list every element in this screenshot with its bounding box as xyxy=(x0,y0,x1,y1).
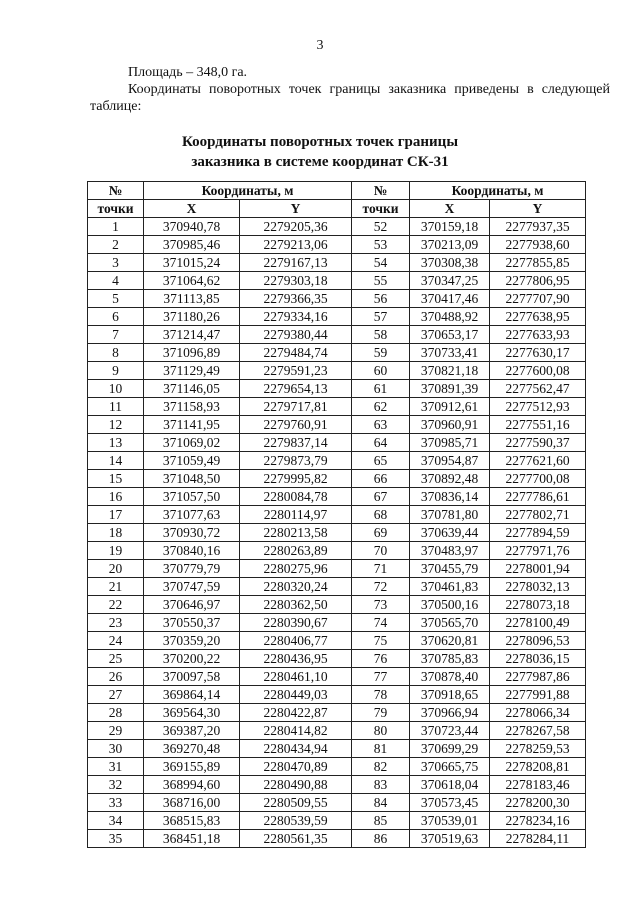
cell-y-right: 2278036,15 xyxy=(490,650,586,668)
header-row-2 xyxy=(88,200,586,218)
cell-y-right: 2278032,13 xyxy=(490,578,586,596)
cell-x-left: 370779,79 xyxy=(144,560,240,578)
cell-y-right: 2278267,58 xyxy=(490,722,586,740)
cell-point-no-left: 35 xyxy=(88,830,144,848)
cell-x-right: 370892,48 xyxy=(410,470,490,488)
table-row xyxy=(88,218,586,236)
cell-point-no-left: 27 xyxy=(88,686,144,704)
cell-x-left: 370550,37 xyxy=(144,614,240,632)
cell-x-left: 370200,22 xyxy=(144,650,240,668)
table-row xyxy=(88,722,586,740)
cell-point-no-right: 67 xyxy=(352,488,410,506)
cell-point-no-right: 55 xyxy=(352,272,410,290)
cell-y-right: 2278100,49 xyxy=(490,614,586,632)
cell-y-right: 2277600,08 xyxy=(490,362,586,380)
cell-point-no-left: 9 xyxy=(88,362,144,380)
cell-y-left: 2279205,36 xyxy=(240,218,352,236)
cell-x-right: 370960,91 xyxy=(410,416,490,434)
cell-point-no-left: 23 xyxy=(88,614,144,632)
table-row xyxy=(88,650,586,668)
cell-y-right: 2277894,59 xyxy=(490,524,586,542)
cell-point-no-right: 85 xyxy=(352,812,410,830)
cell-x-left: 368451,18 xyxy=(144,830,240,848)
cell-y-right: 2277806,95 xyxy=(490,272,586,290)
cell-point-no-right: 56 xyxy=(352,290,410,308)
cell-y-left: 2280263,89 xyxy=(240,542,352,560)
cell-y-right: 2277590,37 xyxy=(490,434,586,452)
cell-y-left: 2279591,23 xyxy=(240,362,352,380)
cell-x-right: 370821,18 xyxy=(410,362,490,380)
cell-x-left: 371113,85 xyxy=(144,290,240,308)
cell-point-no-left: 8 xyxy=(88,344,144,362)
cell-point-no-right: 68 xyxy=(352,506,410,524)
cell-point-no-left: 34 xyxy=(88,812,144,830)
cell-point-no-right: 83 xyxy=(352,776,410,794)
cell-x-right: 370347,25 xyxy=(410,272,490,290)
cell-x-right: 370565,70 xyxy=(410,614,490,632)
cell-point-no-right: 64 xyxy=(352,434,410,452)
header-points-left: точки xyxy=(88,200,144,218)
table-row xyxy=(88,686,586,704)
cell-point-no-left: 18 xyxy=(88,524,144,542)
table-row xyxy=(88,416,586,434)
table-row xyxy=(88,812,586,830)
table-row xyxy=(88,758,586,776)
cell-point-no-left: 17 xyxy=(88,506,144,524)
coordinates-table xyxy=(87,181,586,848)
cell-y-right: 2278234,16 xyxy=(490,812,586,830)
cell-point-no-left: 24 xyxy=(88,632,144,650)
cell-y-left: 2280449,03 xyxy=(240,686,352,704)
cell-x-left: 371214,47 xyxy=(144,326,240,344)
cell-x-right: 370618,04 xyxy=(410,776,490,794)
table-row xyxy=(88,704,586,722)
table-row xyxy=(88,776,586,794)
cell-y-right: 2277512,93 xyxy=(490,398,586,416)
table-title-line-2: заказника в системе координат СК-31 xyxy=(191,154,449,170)
cell-point-no-right: 63 xyxy=(352,416,410,434)
header-coords-right: Координаты, м xyxy=(410,182,586,200)
table-body xyxy=(88,218,586,848)
cell-point-no-right: 53 xyxy=(352,236,410,254)
cell-point-no-right: 72 xyxy=(352,578,410,596)
cell-x-right: 370781,80 xyxy=(410,506,490,524)
table-row xyxy=(88,434,586,452)
cell-x-left: 371015,24 xyxy=(144,254,240,272)
cell-point-no-left: 15 xyxy=(88,470,144,488)
cell-x-right: 370213,09 xyxy=(410,236,490,254)
cell-y-right: 2278183,46 xyxy=(490,776,586,794)
cell-point-no-left: 28 xyxy=(88,704,144,722)
cell-point-no-right: 61 xyxy=(352,380,410,398)
cell-point-no-right: 81 xyxy=(352,740,410,758)
cell-point-no-left: 31 xyxy=(88,758,144,776)
table-row xyxy=(88,542,586,560)
cell-x-right: 370954,87 xyxy=(410,452,490,470)
cell-point-no-right: 60 xyxy=(352,362,410,380)
cell-x-right: 370488,92 xyxy=(410,308,490,326)
table-row xyxy=(88,614,586,632)
cell-x-right: 370500,16 xyxy=(410,596,490,614)
cell-point-no-left: 6 xyxy=(88,308,144,326)
cell-x-left: 368994,60 xyxy=(144,776,240,794)
cell-x-left: 370747,59 xyxy=(144,578,240,596)
cell-point-no-right: 70 xyxy=(352,542,410,560)
cell-x-left: 370097,58 xyxy=(144,668,240,686)
cell-point-no-right: 75 xyxy=(352,632,410,650)
cell-y-left: 2280275,96 xyxy=(240,560,352,578)
cell-point-no-right: 57 xyxy=(352,308,410,326)
cell-point-no-left: 19 xyxy=(88,542,144,560)
cell-x-left: 371146,05 xyxy=(144,380,240,398)
cell-point-no-right: 71 xyxy=(352,560,410,578)
cell-x-right: 370912,61 xyxy=(410,398,490,416)
cell-y-right: 2277937,35 xyxy=(490,218,586,236)
cell-y-right: 2278001,94 xyxy=(490,560,586,578)
cell-y-right: 2278200,30 xyxy=(490,794,586,812)
cell-y-left: 2280362,50 xyxy=(240,596,352,614)
cell-x-right: 370653,17 xyxy=(410,326,490,344)
cell-y-right: 2277987,86 xyxy=(490,668,586,686)
cell-y-right: 2278284,11 xyxy=(490,830,586,848)
cell-y-right: 2278073,18 xyxy=(490,596,586,614)
header-x-right: X xyxy=(410,200,490,218)
header-y-right: Y xyxy=(490,200,586,218)
cell-y-left: 2279654,13 xyxy=(240,380,352,398)
cell-point-no-left: 3 xyxy=(88,254,144,272)
cell-x-right: 370620,81 xyxy=(410,632,490,650)
cell-x-right: 370723,44 xyxy=(410,722,490,740)
cell-x-right: 370519,63 xyxy=(410,830,490,848)
cell-point-no-right: 74 xyxy=(352,614,410,632)
cell-x-right: 370699,29 xyxy=(410,740,490,758)
table-row xyxy=(88,326,586,344)
header-y-left: Y xyxy=(240,200,352,218)
cell-point-no-left: 4 xyxy=(88,272,144,290)
table-row xyxy=(88,488,586,506)
cell-point-no-left: 32 xyxy=(88,776,144,794)
table-row xyxy=(88,506,586,524)
cell-x-right: 370461,83 xyxy=(410,578,490,596)
cell-x-left: 371129,49 xyxy=(144,362,240,380)
cell-y-left: 2279760,91 xyxy=(240,416,352,434)
cell-y-right: 2277638,95 xyxy=(490,308,586,326)
cell-y-left: 2279213,06 xyxy=(240,236,352,254)
cell-x-right: 370455,79 xyxy=(410,560,490,578)
cell-y-left: 2280114,97 xyxy=(240,506,352,524)
cell-x-right: 370966,94 xyxy=(410,704,490,722)
cell-x-left: 371096,89 xyxy=(144,344,240,362)
cell-x-left: 371180,26 xyxy=(144,308,240,326)
cell-point-no-right: 73 xyxy=(352,596,410,614)
cell-y-right: 2277938,60 xyxy=(490,236,586,254)
table-row xyxy=(88,668,586,686)
cell-y-right: 2277971,76 xyxy=(490,542,586,560)
cell-point-no-left: 13 xyxy=(88,434,144,452)
cell-y-left: 2280406,77 xyxy=(240,632,352,650)
cell-point-no-right: 69 xyxy=(352,524,410,542)
cell-x-left: 370646,97 xyxy=(144,596,240,614)
cell-point-no-right: 59 xyxy=(352,344,410,362)
cell-point-no-right: 66 xyxy=(352,470,410,488)
cell-x-left: 368515,83 xyxy=(144,812,240,830)
cell-y-right: 2277802,71 xyxy=(490,506,586,524)
cell-y-right: 2278096,53 xyxy=(490,632,586,650)
cell-x-right: 370891,39 xyxy=(410,380,490,398)
cell-x-left: 371057,50 xyxy=(144,488,240,506)
cell-y-left: 2280422,87 xyxy=(240,704,352,722)
table-row xyxy=(88,290,586,308)
cell-point-no-right: 80 xyxy=(352,722,410,740)
cell-y-left: 2280434,94 xyxy=(240,740,352,758)
cell-x-right: 370159,18 xyxy=(410,218,490,236)
cell-point-no-left: 16 xyxy=(88,488,144,506)
cell-x-right: 370483,97 xyxy=(410,542,490,560)
table-title-line-1: Координаты поворотных точек границы xyxy=(181,134,459,150)
cell-x-left: 371141,95 xyxy=(144,416,240,434)
cell-y-left: 2280390,67 xyxy=(240,614,352,632)
cell-y-left: 2280539,59 xyxy=(240,812,352,830)
cell-point-no-left: 20 xyxy=(88,560,144,578)
cell-x-left: 369387,20 xyxy=(144,722,240,740)
cell-point-no-right: 52 xyxy=(352,218,410,236)
table-row xyxy=(88,398,586,416)
cell-x-left: 369155,89 xyxy=(144,758,240,776)
cell-y-left: 2280213,58 xyxy=(240,524,352,542)
cell-x-right: 370918,65 xyxy=(410,686,490,704)
intro-paragraph: Координаты поворотных точек границы заказника приведены в следующей таблице: xyxy=(90,82,610,114)
cell-y-left: 2279837,14 xyxy=(240,434,352,452)
cell-point-no-right: 79 xyxy=(352,704,410,722)
cell-x-right: 370639,44 xyxy=(410,524,490,542)
cell-x-left: 371059,49 xyxy=(144,452,240,470)
cell-point-no-right: 78 xyxy=(352,686,410,704)
cell-point-no-right: 77 xyxy=(352,668,410,686)
cell-point-no-left: 21 xyxy=(88,578,144,596)
cell-y-left: 2280320,24 xyxy=(240,578,352,596)
table-row xyxy=(88,236,586,254)
cell-x-right: 370539,01 xyxy=(410,812,490,830)
cell-x-left: 371077,63 xyxy=(144,506,240,524)
cell-y-left: 2279366,35 xyxy=(240,290,352,308)
table-row xyxy=(88,344,586,362)
header-no-right: № xyxy=(352,182,410,200)
cell-point-no-left: 11 xyxy=(88,398,144,416)
cell-x-left: 371069,02 xyxy=(144,434,240,452)
header-row-1 xyxy=(88,182,586,200)
cell-x-right: 370665,75 xyxy=(410,758,490,776)
cell-y-right: 2277991,88 xyxy=(490,686,586,704)
cell-point-no-left: 2 xyxy=(88,236,144,254)
cell-y-left: 2280414,82 xyxy=(240,722,352,740)
cell-x-right: 370733,41 xyxy=(410,344,490,362)
table-row xyxy=(88,740,586,758)
cell-y-left: 2279380,44 xyxy=(240,326,352,344)
table-row xyxy=(88,308,586,326)
cell-y-left: 2279873,79 xyxy=(240,452,352,470)
cell-x-left: 370840,16 xyxy=(144,542,240,560)
header-x-left: X xyxy=(144,200,240,218)
page-number: 3 xyxy=(316,38,324,53)
cell-point-no-right: 65 xyxy=(352,452,410,470)
cell-x-left: 369564,30 xyxy=(144,704,240,722)
cell-point-no-left: 14 xyxy=(88,452,144,470)
cell-y-right: 2277621,60 xyxy=(490,452,586,470)
cell-x-left: 371048,50 xyxy=(144,470,240,488)
cell-y-right: 2278259,53 xyxy=(490,740,586,758)
header-coords-left: Координаты, м xyxy=(144,182,352,200)
cell-point-no-right: 82 xyxy=(352,758,410,776)
header-points-right: точки xyxy=(352,200,410,218)
cell-y-right: 2277855,85 xyxy=(490,254,586,272)
table-row xyxy=(88,524,586,542)
cell-point-no-left: 25 xyxy=(88,650,144,668)
cell-y-right: 2277707,90 xyxy=(490,290,586,308)
cell-y-left: 2279995,82 xyxy=(240,470,352,488)
cell-point-no-right: 84 xyxy=(352,794,410,812)
cell-y-right: 2277551,16 xyxy=(490,416,586,434)
cell-x-left: 371064,62 xyxy=(144,272,240,290)
cell-point-no-right: 76 xyxy=(352,650,410,668)
cell-y-left: 2279484,74 xyxy=(240,344,352,362)
cell-y-left: 2279167,13 xyxy=(240,254,352,272)
area-line: Площадь – 348,0 га. xyxy=(128,65,248,80)
cell-point-no-left: 33 xyxy=(88,794,144,812)
table-row xyxy=(88,380,586,398)
cell-point-no-right: 62 xyxy=(352,398,410,416)
cell-y-right: 2277786,61 xyxy=(490,488,586,506)
table-row xyxy=(88,272,586,290)
cell-x-right: 370785,83 xyxy=(410,650,490,668)
table-row xyxy=(88,254,586,272)
table-row xyxy=(88,362,586,380)
cell-x-left: 371158,93 xyxy=(144,398,240,416)
cell-point-no-left: 1 xyxy=(88,218,144,236)
cell-y-right: 2277630,17 xyxy=(490,344,586,362)
cell-point-no-left: 26 xyxy=(88,668,144,686)
cell-y-left: 2279717,81 xyxy=(240,398,352,416)
cell-y-right: 2277633,93 xyxy=(490,326,586,344)
cell-y-right: 2278208,81 xyxy=(490,758,586,776)
cell-x-right: 370417,46 xyxy=(410,290,490,308)
cell-point-no-right: 54 xyxy=(352,254,410,272)
cell-x-left: 369270,48 xyxy=(144,740,240,758)
table-row xyxy=(88,470,586,488)
cell-point-no-left: 5 xyxy=(88,290,144,308)
cell-x-right: 370878,40 xyxy=(410,668,490,686)
cell-point-no-right: 86 xyxy=(352,830,410,848)
cell-x-right: 370573,45 xyxy=(410,794,490,812)
table-row xyxy=(88,578,586,596)
table-title xyxy=(0,132,640,172)
cell-x-right: 370308,38 xyxy=(410,254,490,272)
cell-point-no-left: 29 xyxy=(88,722,144,740)
cell-y-left: 2280509,55 xyxy=(240,794,352,812)
table-row xyxy=(88,596,586,614)
cell-point-no-left: 30 xyxy=(88,740,144,758)
cell-point-no-left: 7 xyxy=(88,326,144,344)
cell-y-left: 2280490,88 xyxy=(240,776,352,794)
cell-x-left: 370985,46 xyxy=(144,236,240,254)
cell-x-left: 368716,00 xyxy=(144,794,240,812)
cell-y-left: 2280561,35 xyxy=(240,830,352,848)
cell-y-left: 2279303,18 xyxy=(240,272,352,290)
cell-point-no-left: 22 xyxy=(88,596,144,614)
cell-x-left: 370930,72 xyxy=(144,524,240,542)
cell-point-no-right: 58 xyxy=(352,326,410,344)
cell-y-left: 2279334,16 xyxy=(240,308,352,326)
cell-y-right: 2277700,08 xyxy=(490,470,586,488)
table-row xyxy=(88,560,586,578)
cell-x-left: 370359,20 xyxy=(144,632,240,650)
cell-y-right: 2277562,47 xyxy=(490,380,586,398)
cell-y-left: 2280084,78 xyxy=(240,488,352,506)
cell-x-right: 370985,71 xyxy=(410,434,490,452)
cell-y-left: 2280436,95 xyxy=(240,650,352,668)
cell-y-left: 2280461,10 xyxy=(240,668,352,686)
cell-x-left: 370940,78 xyxy=(144,218,240,236)
header-no-left: № xyxy=(88,182,144,200)
table-row xyxy=(88,830,586,848)
table-row xyxy=(88,794,586,812)
table-row xyxy=(88,632,586,650)
cell-y-left: 2280470,89 xyxy=(240,758,352,776)
table-row xyxy=(88,452,586,470)
cell-point-no-left: 10 xyxy=(88,380,144,398)
cell-y-right: 2278066,34 xyxy=(490,704,586,722)
cell-x-right: 370836,14 xyxy=(410,488,490,506)
cell-point-no-left: 12 xyxy=(88,416,144,434)
cell-x-left: 369864,14 xyxy=(144,686,240,704)
